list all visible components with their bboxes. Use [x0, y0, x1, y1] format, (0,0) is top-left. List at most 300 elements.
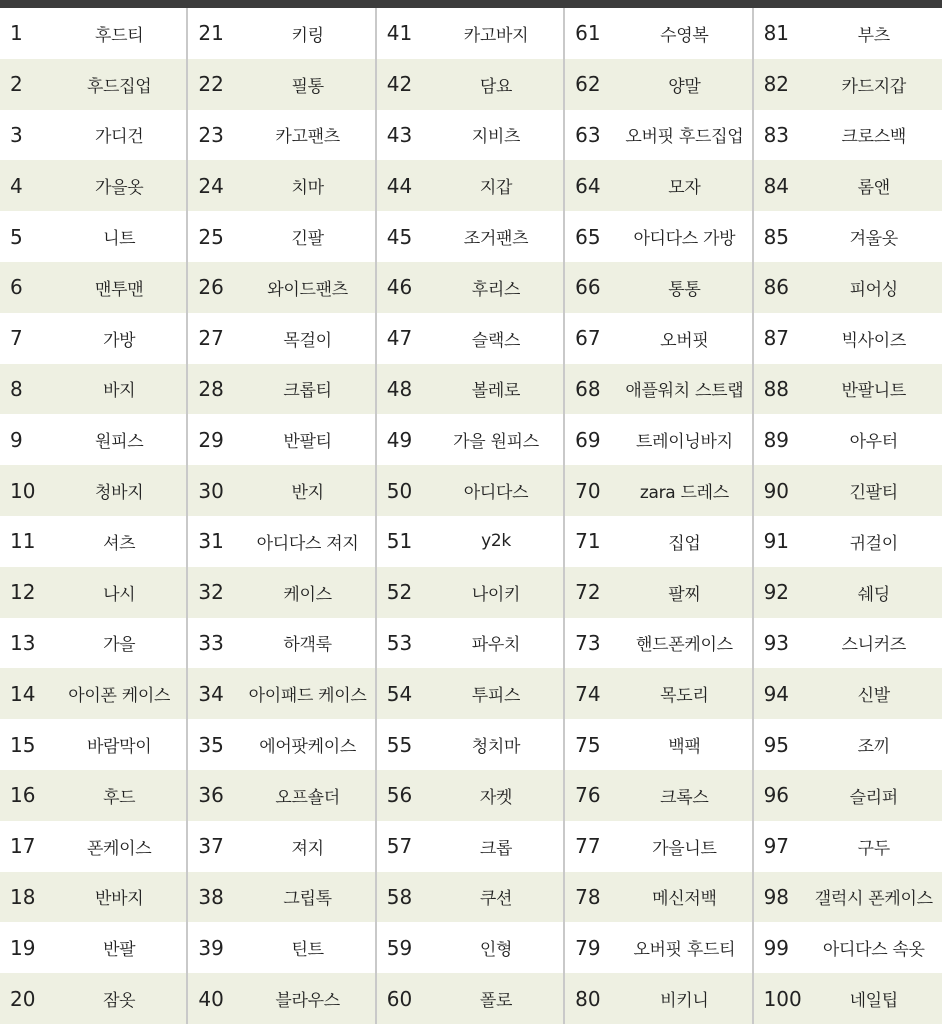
ranking-cell — [377, 262, 565, 313]
rank-number: 28 — [198, 376, 224, 401]
ranking-cell — [754, 160, 942, 211]
ranking-cell — [754, 364, 942, 415]
keyword-label: 오버핏 후드집업 — [625, 127, 744, 148]
rank-number: 33 — [198, 630, 224, 655]
rank-number: 83 — [763, 122, 790, 147]
keyword-label: 양말 — [668, 76, 701, 97]
ranking-cell — [565, 618, 753, 669]
rank-number: 63 — [575, 122, 601, 147]
ranking-cell — [377, 618, 565, 669]
keyword-ranking-table — [0, 8, 942, 1024]
ranking-cell — [188, 364, 376, 415]
table-row — [0, 516, 942, 567]
ranking-cell — [0, 922, 188, 973]
ranking-cell — [0, 618, 188, 669]
rank-number: 67 — [575, 326, 601, 351]
rank-number: 74 — [575, 681, 601, 706]
ranking-cell — [377, 668, 565, 719]
keyword-label: 니트 — [103, 229, 136, 250]
ranking-cell — [754, 516, 942, 567]
ranking-cell — [565, 59, 753, 110]
keyword-label: 아디다스 가방 — [633, 229, 736, 250]
keyword-label: 나이키 — [471, 584, 521, 605]
rank-number: 87 — [763, 326, 790, 351]
ranking-cell — [377, 770, 565, 821]
keyword-label: 트레이닝바지 — [636, 432, 733, 453]
rank-number: 65 — [575, 224, 601, 249]
ranking-cell — [565, 262, 753, 313]
rank-number: 71 — [575, 529, 601, 554]
rank-number: 37 — [198, 834, 224, 859]
keyword-label: 반팔니트 — [841, 381, 906, 402]
rank-number: 96 — [763, 783, 790, 808]
ranking-cell — [188, 160, 376, 211]
keyword-label: 부츠 — [857, 25, 890, 46]
rank-number: 98 — [763, 884, 790, 909]
rank-number: 9 — [10, 427, 23, 452]
rank-number: 7 — [10, 326, 23, 351]
ranking-cell — [565, 110, 753, 161]
keyword-label: 바지 — [103, 381, 136, 402]
ranking-cell — [0, 110, 188, 161]
rank-number: 24 — [198, 173, 224, 198]
ranking-cell — [565, 160, 753, 211]
ranking-cell — [754, 973, 942, 1024]
keyword-label: 통통 — [668, 279, 701, 300]
keyword-label: 블라우스 — [275, 991, 340, 1012]
rank-number: 88 — [763, 376, 790, 401]
rank-number: 21 — [198, 21, 224, 46]
keyword-label: 카고바지 — [463, 25, 529, 46]
ranking-cell — [754, 110, 942, 161]
ranking-cell — [0, 821, 188, 872]
keyword-label: y2k — [481, 531, 511, 552]
keyword-label: 틴트 — [291, 940, 324, 961]
top-bar — [0, 0, 942, 8]
keyword-label: 케이스 — [283, 584, 332, 605]
keyword-label: 셔츠 — [103, 533, 136, 554]
ranking-cell — [754, 922, 942, 973]
rank-number: 4 — [10, 173, 23, 198]
rank-number: 82 — [763, 72, 790, 97]
rank-number: 79 — [575, 935, 601, 960]
rank-number: 56 — [386, 783, 413, 808]
ranking-cell — [377, 414, 565, 465]
rank-number: 23 — [198, 122, 224, 147]
rank-number: 40 — [198, 986, 224, 1011]
ranking-cell — [377, 364, 565, 415]
rank-number: 76 — [575, 783, 601, 808]
table-row — [0, 922, 942, 973]
rank-number: 70 — [575, 478, 601, 503]
rank-number: 14 — [10, 681, 36, 706]
ranking-cell — [0, 973, 188, 1024]
rank-number: 85 — [763, 224, 790, 249]
rank-number: 95 — [763, 732, 790, 757]
ranking-cell — [565, 922, 753, 973]
keyword-label: 아디다스 져지 — [256, 533, 359, 554]
keyword-label: 갤럭시 폰케이스 — [814, 889, 933, 910]
ranking-cell — [565, 668, 753, 719]
ranking-cell — [0, 160, 188, 211]
ranking-cell — [754, 211, 942, 262]
ranking-cell — [565, 872, 753, 923]
ranking-cell — [0, 668, 188, 719]
keyword-label: 목걸이 — [283, 330, 332, 351]
rank-number: 39 — [198, 935, 224, 960]
keyword-label: 반팔티 — [283, 432, 332, 453]
ranking-cell — [565, 364, 753, 415]
ranking-cell — [565, 414, 753, 465]
ranking-cell — [377, 8, 565, 59]
ranking-cell — [377, 719, 565, 770]
keyword-label: 반팔 — [103, 940, 136, 961]
rank-number: 15 — [10, 732, 36, 757]
keyword-label: 반바지 — [95, 889, 144, 910]
keyword-label: 투피스 — [471, 686, 521, 707]
ranking-cell — [754, 872, 942, 923]
table-row — [0, 973, 942, 1024]
rank-number: 34 — [198, 681, 224, 706]
rank-number: 19 — [10, 935, 36, 960]
ranking-cell — [754, 262, 942, 313]
rank-number: 81 — [763, 21, 790, 46]
ranking-cell — [377, 465, 565, 516]
keyword-label: 조거팬츠 — [463, 229, 529, 250]
rank-number: 12 — [10, 580, 36, 605]
rank-number: 48 — [386, 376, 413, 401]
keyword-label: 지갑 — [479, 178, 513, 199]
keyword-label: 조끼 — [857, 737, 890, 758]
ranking-cell — [377, 516, 565, 567]
keyword-label: 후드집업 — [86, 76, 152, 97]
keyword-label: 슬리퍼 — [849, 787, 898, 808]
ranking-cell — [188, 973, 376, 1024]
rank-number: 1 — [10, 21, 23, 46]
keyword-label: 모자 — [668, 178, 701, 199]
keyword-label: 후드 — [103, 787, 136, 808]
ranking-cell — [565, 465, 753, 516]
rank-number: 55 — [386, 732, 413, 757]
keyword-label: 아우터 — [849, 432, 898, 453]
rank-number: 91 — [763, 529, 790, 554]
table-row — [0, 160, 942, 211]
keyword-label: 긴팔티 — [849, 483, 898, 504]
rank-number: 32 — [198, 580, 224, 605]
ranking-cell — [565, 516, 753, 567]
keyword-label: 후드티 — [95, 25, 144, 46]
keyword-label: 슬랙스 — [471, 330, 521, 351]
rank-number: 38 — [198, 884, 224, 909]
rank-number: 62 — [575, 72, 601, 97]
ranking-cell — [0, 8, 188, 59]
ranking-cell — [0, 770, 188, 821]
keyword-label: 롬앤 — [857, 178, 890, 199]
ranking-cell — [754, 567, 942, 618]
ranking-cell — [754, 8, 942, 59]
rank-number: 73 — [575, 630, 601, 655]
keyword-label: 가을 원피스 — [453, 432, 539, 453]
ranking-cell — [188, 821, 376, 872]
keyword-label: 하객룩 — [283, 635, 332, 656]
rank-number: 51 — [386, 529, 413, 554]
ranking-cell — [565, 567, 753, 618]
ranking-cell — [188, 211, 376, 262]
ranking-cell — [565, 211, 753, 262]
rank-number: 45 — [386, 224, 413, 249]
rank-number: 31 — [198, 529, 224, 554]
keyword-label: 오버핏 — [660, 330, 709, 351]
ranking-cell — [565, 719, 753, 770]
ranking-cell — [188, 110, 376, 161]
keyword-label: 자켓 — [479, 787, 513, 808]
ranking-cell — [188, 618, 376, 669]
keyword-label: 집업 — [668, 533, 701, 554]
keyword-label: 카드지갑 — [841, 76, 906, 97]
rank-number: 6 — [10, 275, 23, 300]
keyword-label: 피어싱 — [849, 279, 898, 300]
rank-number: 53 — [386, 630, 413, 655]
ranking-cell — [188, 719, 376, 770]
keyword-label: 백팩 — [668, 737, 701, 758]
rank-number: 30 — [198, 478, 224, 503]
keyword-label: 아디다스 — [463, 483, 529, 504]
ranking-cell — [0, 313, 188, 364]
rank-number: 75 — [575, 732, 601, 757]
ranking-cell — [0, 59, 188, 110]
table-row — [0, 414, 942, 465]
rank-number: 89 — [763, 427, 790, 452]
rank-number: 11 — [10, 529, 36, 554]
table-row — [0, 872, 942, 923]
rank-number: 100 — [763, 986, 802, 1011]
ranking-cell — [377, 872, 565, 923]
keyword-label: 쉐딩 — [857, 584, 890, 605]
keyword-label: 잠옷 — [103, 991, 136, 1012]
rank-number: 57 — [386, 834, 413, 859]
rank-number: 58 — [386, 884, 413, 909]
keyword-label: 크롭티 — [283, 381, 332, 402]
rank-number: 47 — [386, 326, 413, 351]
ranking-cell — [754, 414, 942, 465]
ranking-cell — [188, 465, 376, 516]
ranking-cell — [0, 567, 188, 618]
rank-number: 50 — [386, 478, 413, 503]
ranking-cell — [188, 516, 376, 567]
rank-number: 60 — [386, 986, 413, 1011]
ranking-cell — [188, 770, 376, 821]
keyword-label: 파우치 — [471, 635, 521, 656]
keyword-label: 아디다스 속옷 — [822, 940, 925, 961]
keyword-label: 아이패드 케이스 — [248, 686, 367, 707]
ranking-cell — [565, 313, 753, 364]
keyword-label: 폰케이스 — [86, 838, 152, 859]
rank-number: 90 — [763, 478, 790, 503]
table-row — [0, 770, 942, 821]
ranking-cell — [377, 110, 565, 161]
keyword-label: 쿠션 — [479, 889, 513, 910]
rank-number: 69 — [575, 427, 601, 452]
rank-number: 26 — [198, 275, 224, 300]
keyword-label: 크록스 — [660, 787, 709, 808]
table-row — [0, 110, 942, 161]
rank-number: 20 — [10, 986, 36, 1011]
keyword-label: 긴팔 — [291, 229, 324, 250]
ranking-cell — [188, 567, 376, 618]
rank-number: 2 — [10, 72, 23, 97]
rank-number: 41 — [386, 21, 413, 46]
rank-number: 80 — [575, 986, 601, 1011]
table-row — [0, 567, 942, 618]
keyword-label: 가방 — [103, 330, 136, 351]
rank-number: 35 — [198, 732, 224, 757]
keyword-label: 오버핏 후드티 — [633, 940, 736, 961]
table-row — [0, 8, 942, 59]
keyword-label: 메신저백 — [652, 889, 717, 910]
rank-number: 99 — [763, 935, 790, 960]
keyword-label: 인형 — [479, 940, 513, 961]
rank-number: 97 — [763, 834, 790, 859]
ranking-cell — [0, 364, 188, 415]
keyword-label: 그립톡 — [283, 889, 332, 910]
rank-number: 27 — [198, 326, 224, 351]
ranking-cell — [0, 872, 188, 923]
table-row — [0, 313, 942, 364]
keyword-label: 네일팁 — [849, 991, 898, 1012]
keyword-label: 원피스 — [95, 432, 144, 453]
keyword-label: 지비츠 — [471, 127, 521, 148]
rank-number: 52 — [386, 580, 413, 605]
keyword-label: 청바지 — [95, 483, 144, 504]
keyword-label: 핸드폰케이스 — [636, 635, 733, 656]
ranking-cell — [565, 770, 753, 821]
keyword-label: 구두 — [857, 838, 890, 859]
rank-number: 36 — [198, 783, 224, 808]
rank-number: 3 — [10, 122, 23, 147]
keyword-label: 나시 — [103, 584, 136, 605]
table-row — [0, 719, 942, 770]
ranking-cell — [188, 313, 376, 364]
rank-number: 86 — [763, 275, 790, 300]
keyword-label: 귀걸이 — [849, 533, 898, 554]
table-row — [0, 211, 942, 262]
rank-number: 49 — [386, 427, 413, 452]
keyword-label: 크롭 — [479, 838, 513, 859]
keyword-label: 와이드팬츠 — [267, 279, 348, 300]
ranking-cell — [0, 414, 188, 465]
ranking-cell — [188, 922, 376, 973]
rank-number: 78 — [575, 884, 601, 909]
ranking-cell — [377, 160, 565, 211]
rank-number: 13 — [10, 630, 36, 655]
rank-number: 77 — [575, 834, 601, 859]
ranking-cell — [565, 8, 753, 59]
ranking-cell — [754, 668, 942, 719]
keyword-label: 가디건 — [95, 127, 144, 148]
keyword-label: 카고팬츠 — [275, 127, 340, 148]
rank-number: 5 — [10, 224, 23, 249]
rank-number: 92 — [763, 580, 790, 605]
ranking-cell — [0, 719, 188, 770]
table-row — [0, 821, 942, 872]
rank-number: 84 — [763, 173, 790, 198]
rank-number: 16 — [10, 783, 36, 808]
rank-number: 22 — [198, 72, 224, 97]
ranking-cell — [754, 313, 942, 364]
rank-number: 42 — [386, 72, 413, 97]
keyword-label: 가을 — [103, 635, 136, 656]
keyword-label: 폴로 — [479, 991, 513, 1012]
rank-number: 10 — [10, 478, 36, 503]
rank-number: 44 — [386, 173, 413, 198]
ranking-cell — [0, 516, 188, 567]
keyword-label: zara 드레스 — [639, 483, 729, 504]
rank-number: 29 — [198, 427, 224, 452]
rank-number: 61 — [575, 21, 601, 46]
ranking-cell — [0, 262, 188, 313]
ranking-cell — [188, 59, 376, 110]
rank-number: 46 — [386, 275, 413, 300]
ranking-cell — [0, 211, 188, 262]
keyword-label: 청치마 — [471, 737, 521, 758]
keyword-label: 빅사이즈 — [841, 330, 906, 351]
keyword-label: 스니커즈 — [841, 635, 906, 656]
keyword-label: 팔찌 — [668, 584, 701, 605]
keyword-label: 수영복 — [660, 25, 709, 46]
keyword-label: 비키니 — [660, 991, 709, 1012]
rank-number: 72 — [575, 580, 601, 605]
ranking-cell — [754, 465, 942, 516]
keyword-label: 에어팟케이스 — [259, 737, 356, 758]
keyword-label: 맨투맨 — [95, 279, 144, 300]
table-row — [0, 364, 942, 415]
ranking-cell — [377, 973, 565, 1024]
ranking-cell — [565, 973, 753, 1024]
keyword-label: 볼레로 — [471, 381, 521, 402]
ranking-cell — [188, 414, 376, 465]
keyword-label: 치마 — [291, 178, 324, 199]
table-row — [0, 262, 942, 313]
keyword-label: 아이폰 케이스 — [68, 686, 171, 707]
keyword-label: 필통 — [291, 76, 324, 97]
table-row — [0, 465, 942, 516]
keyword-label: 담요 — [479, 76, 513, 97]
rank-number: 66 — [575, 275, 601, 300]
ranking-cell — [754, 59, 942, 110]
rank-number: 59 — [386, 935, 413, 960]
rank-number: 93 — [763, 630, 790, 655]
rank-number: 43 — [386, 122, 413, 147]
ranking-cell — [188, 872, 376, 923]
keyword-label: 가을니트 — [652, 838, 717, 859]
table-row — [0, 618, 942, 669]
ranking-cell — [377, 922, 565, 973]
ranking-cell — [188, 8, 376, 59]
ranking-cell — [188, 262, 376, 313]
ranking-cell — [754, 821, 942, 872]
ranking-cell — [377, 821, 565, 872]
table-row — [0, 668, 942, 719]
rank-number: 94 — [763, 681, 790, 706]
keyword-label: 크로스백 — [841, 127, 906, 148]
ranking-cell — [377, 211, 565, 262]
ranking-cell — [377, 59, 565, 110]
keyword-label: 목도리 — [660, 686, 709, 707]
ranking-cell — [754, 618, 942, 669]
keyword-label: 애플워치 스트랩 — [625, 381, 744, 402]
rank-number: 25 — [198, 224, 224, 249]
keyword-label: 반지 — [291, 483, 324, 504]
